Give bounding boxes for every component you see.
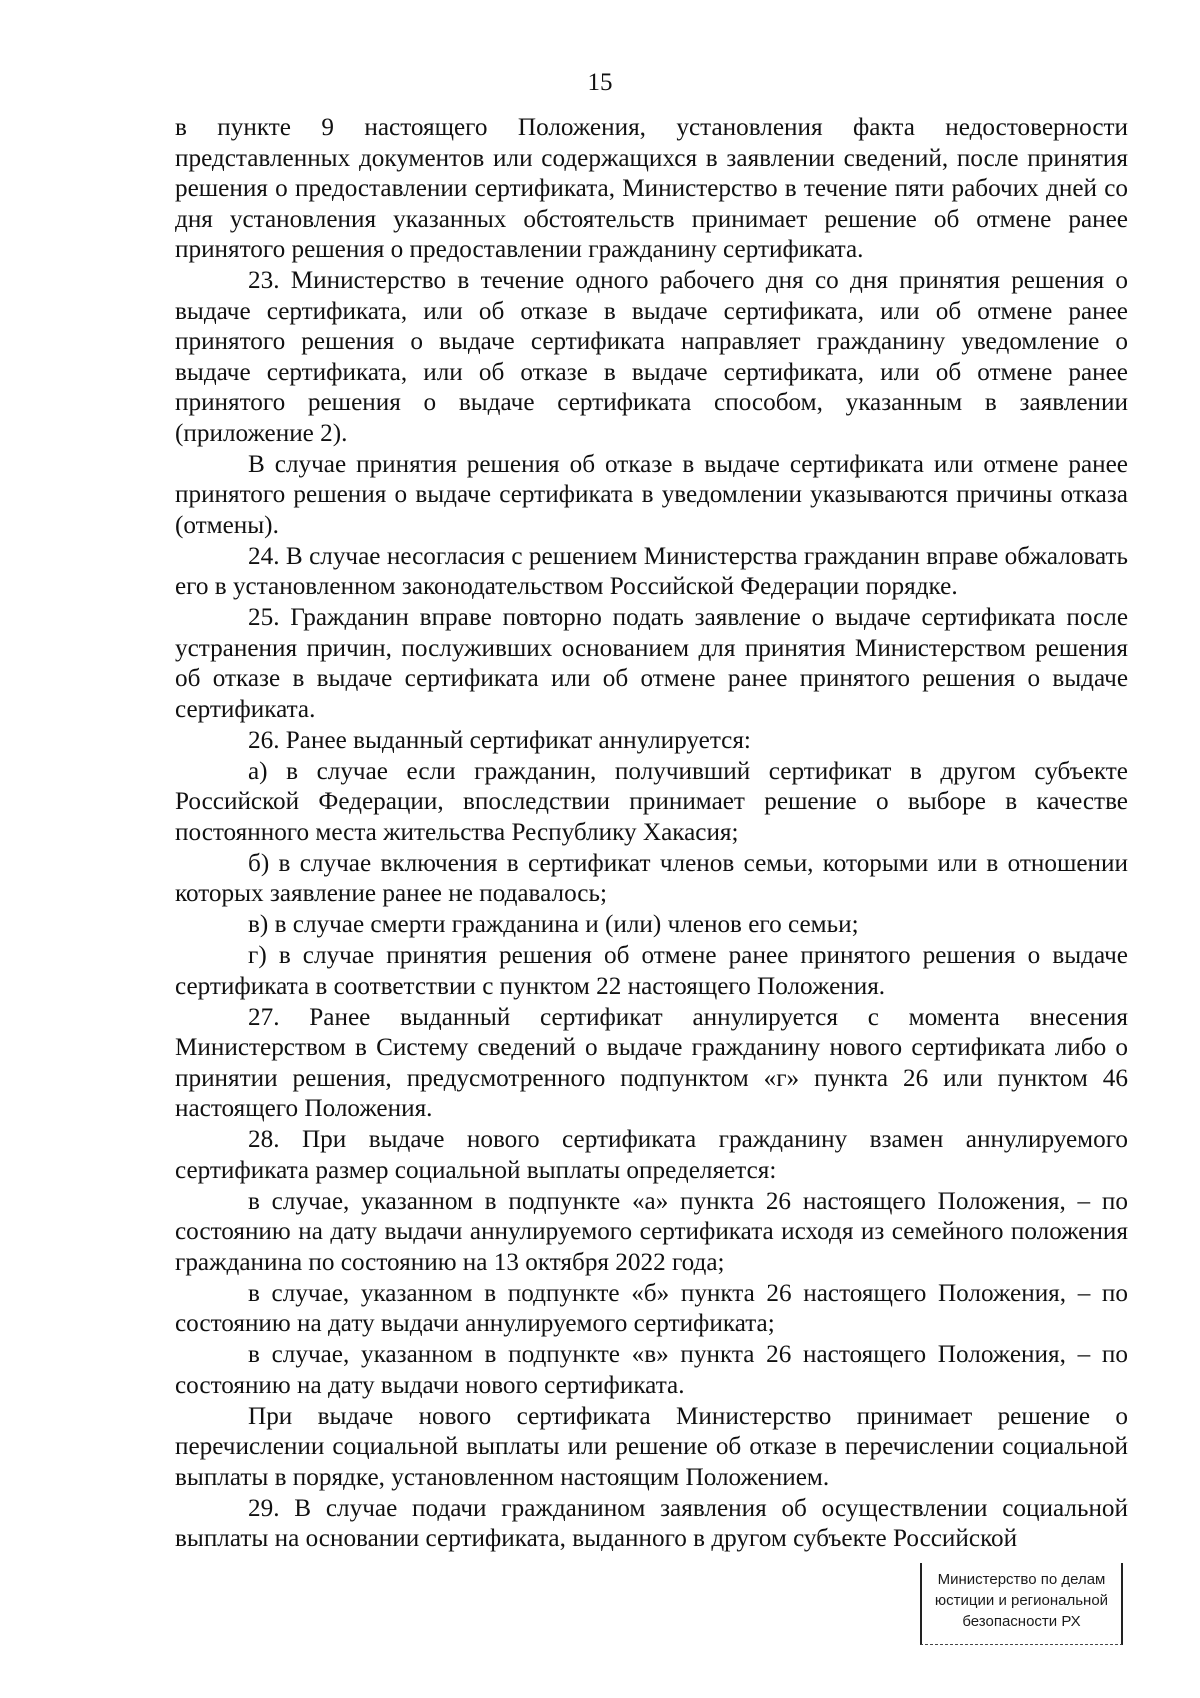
paragraph-26-a: а) в случае если гражданин, получивший сертификат в другом субъекте Российской Федерации, впоследствии принимает решение о выборе в качестве постоянного места жительства Республику Хакасия; <box>175 757 1128 846</box>
page-number: 15 <box>587 69 613 96</box>
paragraph-26-g: г) в случае принятия решения об отмене ранее принятого решения о выдаче сертификата в соответствии с пунктом 22 настоящего Положения. <box>175 942 1128 1000</box>
stamp-line-1: Министерство по делам <box>937 1571 1106 1588</box>
paragraph-27: 27. Ранее выданный сертификат аннулируется с момента внесения Министерством в Систему сведений о выдаче гражданину нового сертификата либо о принятии решения, предусмотренного подпунктом «г» пункта 26 или пунктом 46 настоящего Положения. <box>175 1003 1128 1122</box>
paragraph-28-case-b: в случае, указанном в подпункте «б» пункта 26 настоящего Положения, – по состоянию на дату выдачи аннулируемого сертификата; <box>175 1279 1128 1337</box>
ministry-stamp <box>920 1563 1123 1645</box>
paragraph-26-b: б) в случае включения в сертификат членов семьи, которыми или в отношении которых заявление ранее не подавалось; <box>175 849 1128 907</box>
paragraph-28: 28. При выдаче нового сертификата гражданину взамен аннулируемого сертификата размер социальной выплаты определяется: <box>175 1126 1128 1184</box>
paragraph-24: 24. В случае несогласия с решением Министерства гражданин вправе обжаловать его в установленном законодательством Российской Федерации порядке. <box>175 542 1128 600</box>
stamp-line-2: юстиции и региональной <box>934 1592 1109 1609</box>
stamp-line-3: безопасности РХ <box>962 1613 1081 1630</box>
paragraph-26: 26. Ранее выданный сертификат аннулируется: <box>248 726 751 754</box>
paragraph-28-new-certificate: При выдаче нового сертификата Министерство принимает решение о перечислении социальной выплаты или решение об отказе в перечислении социальной выплаты в порядке, установленном настоящим Положением. <box>175 1402 1128 1491</box>
paragraph-28-case-a: в случае, указанном в подпункте «а» пункта 26 настоящего Положения, – по состоянию на дату выдачи аннулируемого сертификата исходя из семейного положения гражданина по состоянию на 13 октября 2022 года; <box>175 1187 1128 1276</box>
paragraph-26-v: в) в случае смерти гражданина и (или) членов его семьи; <box>248 911 859 938</box>
paragraph-continuation: в пункте 9 настоящего Положения, установления факта недостоверности представленных документов или содержащихся в заявлении сведений, после принятия решения о предоставлении сертификата, Министерство в течение пяти рабочих дней со дня установления указанных обстоятельств принимает решение об отмене ранее принятого решения о предоставлении гражданину сертификата. <box>175 114 1128 263</box>
paragraph-23-reasons: В случае принятия решения об отказе в выдаче сертификата или отмене ранее принятого решения о выдаче сертификата в уведомлении указываются причины отказа (отмены). <box>175 450 1128 539</box>
paragraph-29: 29. В случае подачи гражданином заявления об осуществлении социальной выплаты на основании сертификата, выданного в другом субъекте Российской <box>175 1494 1128 1552</box>
paragraph-25: 25. Гражданин вправе повторно подать заявление о выдаче сертификата после устранения причин, послуживших основанием для принятия Министерством решения об отказе в выдаче сертификата или об отмене ранее принятого решения о выдаче сертификата. <box>175 604 1128 723</box>
paragraph-23: 23. Министерство в течение одного рабочего дня со дня принятия решения о выдаче сертификата, или об отказе в выдаче сертификата, или об отмене ранее принятого решения о выдаче сертификата направляет гражданину уведомление о выдаче сертификата, или об отказе в выдаче сертификата, или об отмене ранее принятого решения о выдаче сертификата способом, указанным в заявлении (приложение 2). <box>175 267 1128 447</box>
paragraph-28-case-v: в случае, указанном в подпункте «в» пункта 26 настоящего Положения, – по состоянию на дату выдачи нового сертификата. <box>175 1341 1128 1399</box>
document-body <box>175 113 1128 1555</box>
